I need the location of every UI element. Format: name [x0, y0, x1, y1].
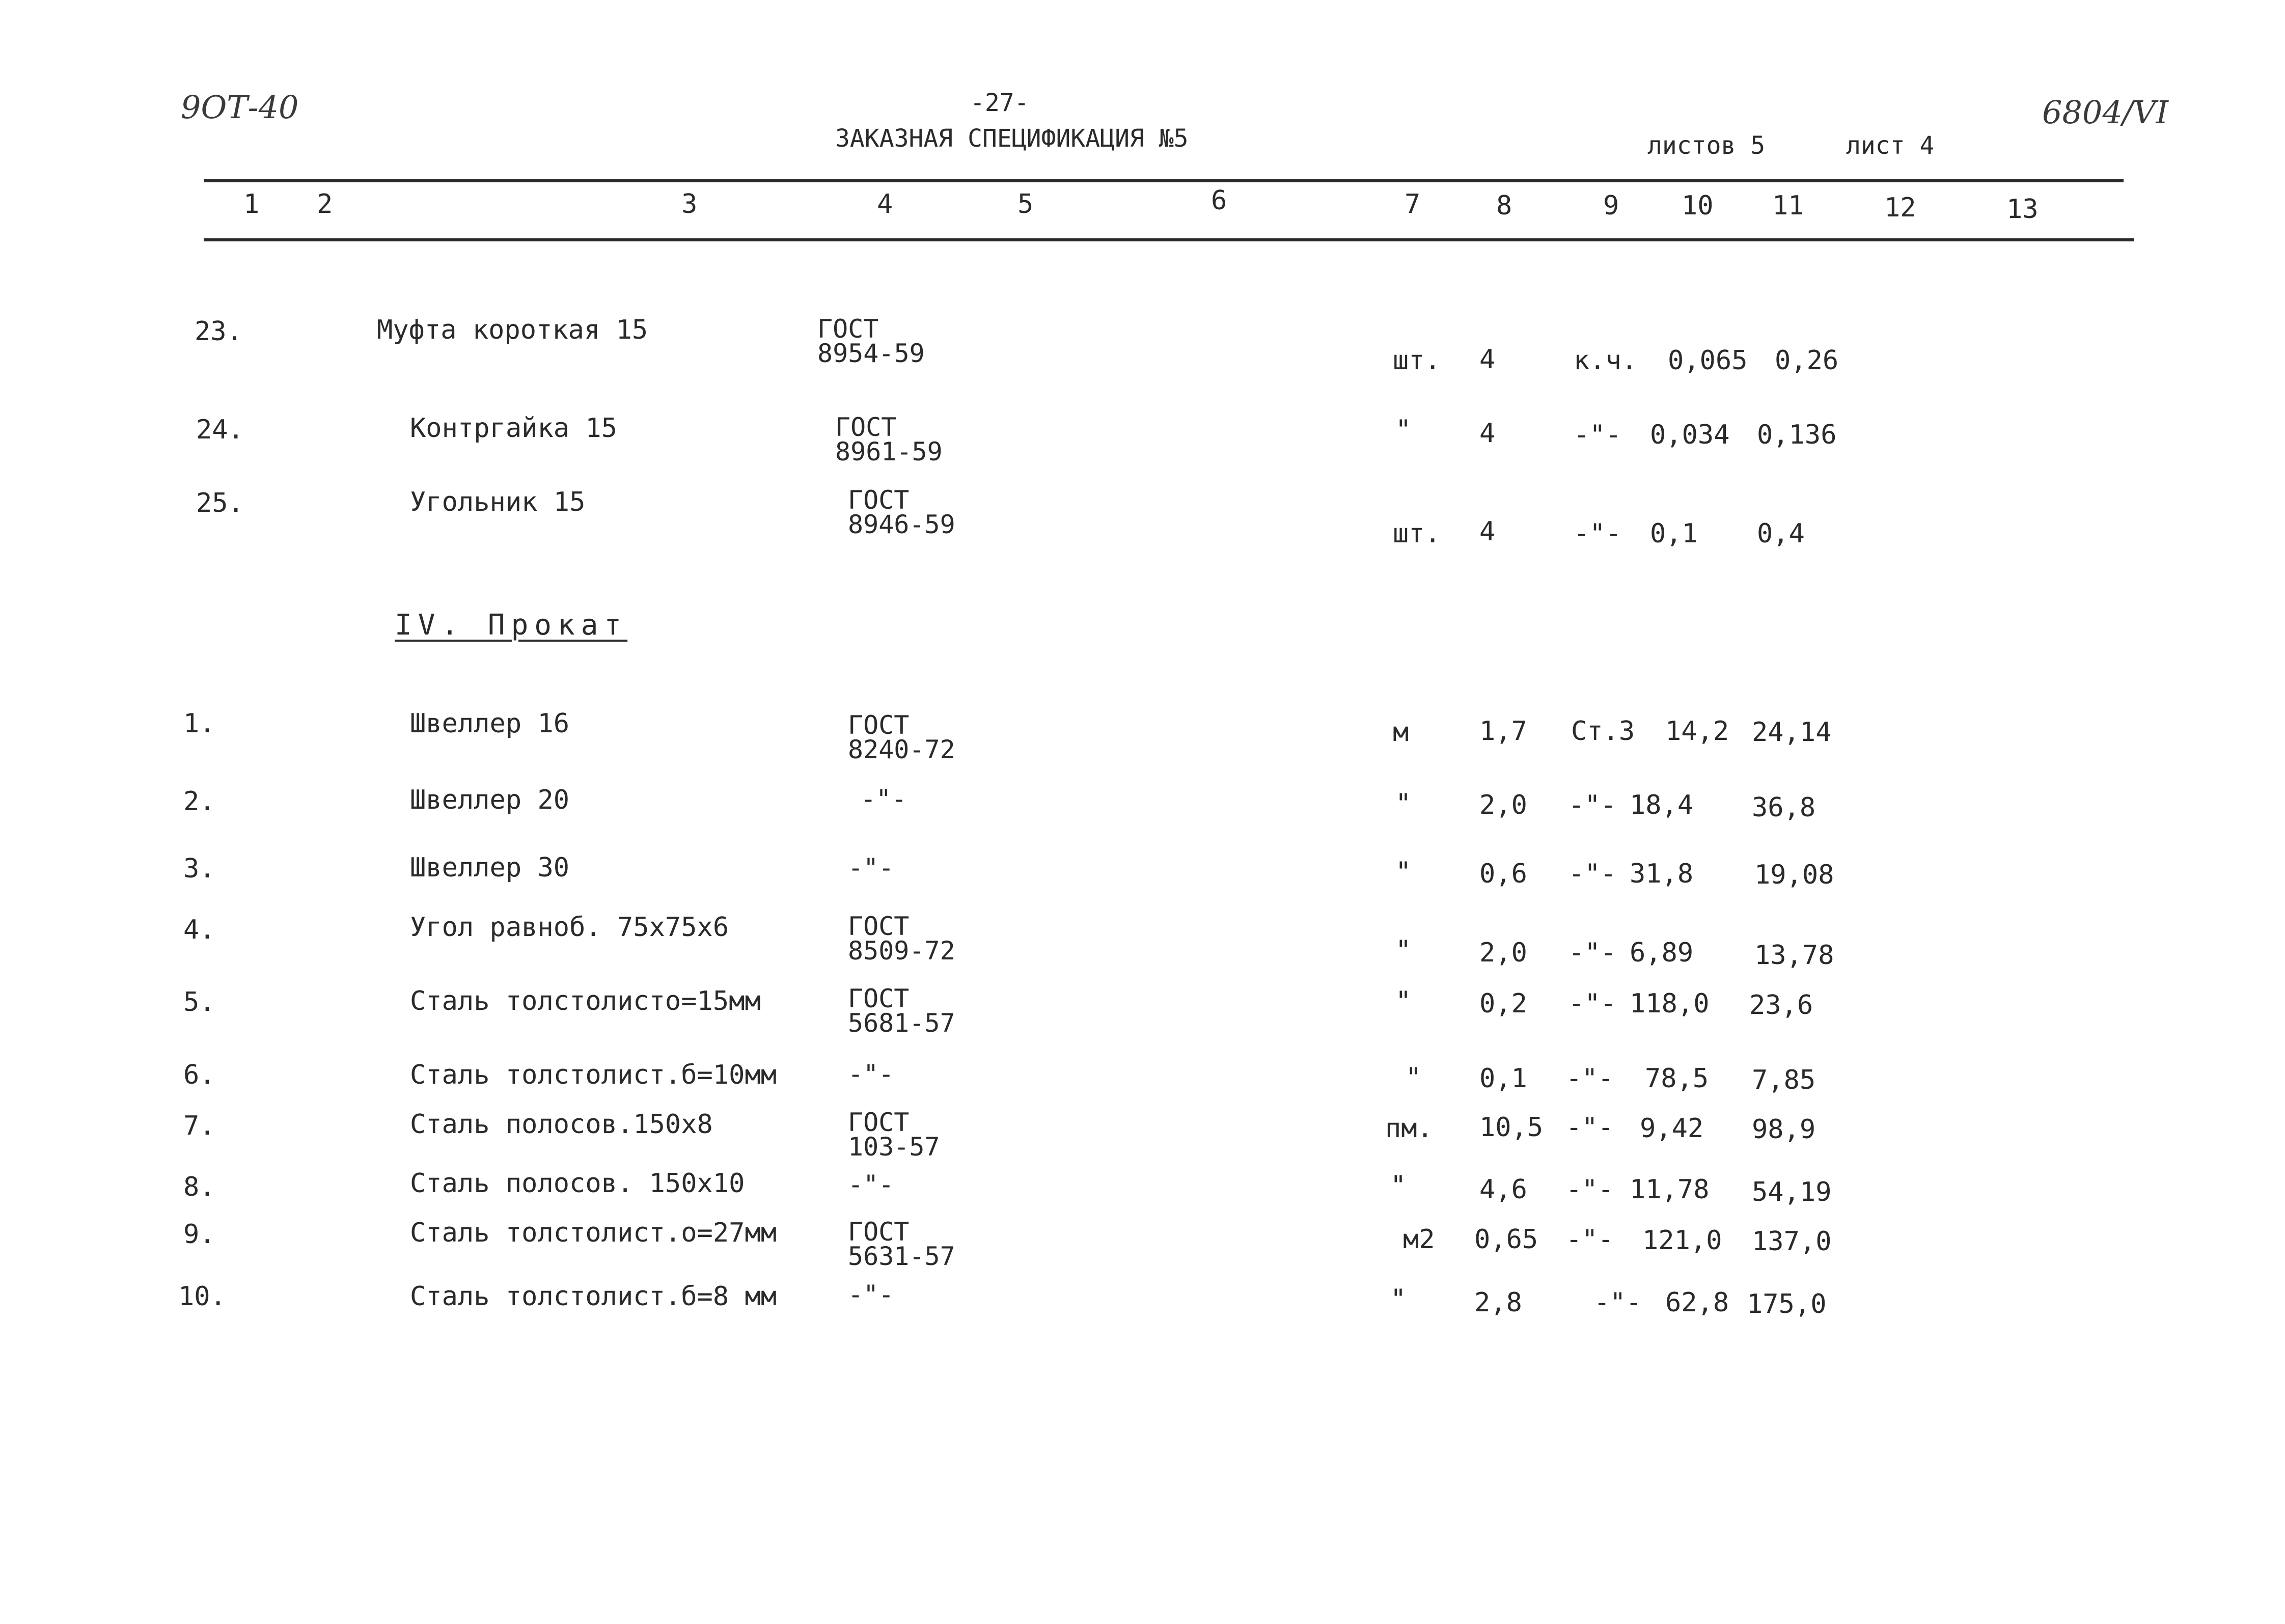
gost-label: ГОСТ: [817, 314, 879, 344]
total-mass: 19,08: [1754, 860, 1834, 890]
gost-label: -"-: [848, 1170, 894, 1199]
material: -"-: [1568, 988, 1616, 1019]
column-number: 11: [1772, 190, 1804, 221]
unit: шт.: [1393, 345, 1441, 376]
gost-number: 5681-57: [848, 1008, 955, 1038]
item-name: Сталь толстолист.б=10мм: [410, 1060, 777, 1090]
gost-label: ГОСТ: [848, 1108, 910, 1137]
gost-label: -"-: [848, 1280, 894, 1309]
unit-mass: 118,0: [1630, 988, 1710, 1019]
gost-number: 5631-57: [848, 1242, 955, 1271]
inventory-mark: 6804/VI: [2042, 94, 2168, 131]
gost-label: ГОСТ: [848, 1217, 910, 1247]
unit-mass: 18,4: [1630, 790, 1694, 820]
item-name: Сталь полосов. 150х10: [410, 1168, 745, 1199]
gost-label: ГОСТ: [848, 984, 910, 1013]
row-number: 6.: [183, 1060, 215, 1090]
item-name: Швеллер 30: [410, 852, 570, 883]
unit-mass: 11,78: [1630, 1174, 1710, 1205]
row-number: 25.: [196, 488, 244, 518]
sheets-total: листов 5: [1647, 131, 1766, 160]
material: -"-: [1566, 1112, 1614, 1143]
unit: ": [1390, 1170, 1407, 1201]
row-number: 3.: [183, 854, 215, 884]
row-number: 7.: [183, 1111, 215, 1141]
quantity: 0,2: [1479, 988, 1527, 1019]
row-number: 5.: [183, 987, 215, 1017]
gost-number: 103-57: [848, 1132, 940, 1162]
column-number: 2: [317, 189, 333, 219]
row-number: 10.: [178, 1281, 226, 1312]
total-mass: 54,19: [1752, 1177, 1832, 1207]
row-number: 24.: [196, 415, 244, 445]
quantity: 1,7: [1479, 716, 1527, 747]
gost-label: ГОСТ: [848, 912, 910, 941]
column-number: 13: [2006, 194, 2039, 225]
material: -"-: [1594, 1287, 1642, 1318]
material: -"-: [1568, 859, 1616, 889]
unit: м2: [1403, 1224, 1435, 1255]
total-mass: 175,0: [1747, 1289, 1827, 1319]
material: к.ч.: [1574, 345, 1638, 376]
column-number: 7: [1405, 189, 1421, 219]
column-number: 12: [1884, 192, 1916, 223]
item-name: Сталь полосов.150х8: [410, 1109, 713, 1140]
unit-mass: 6,89: [1630, 938, 1694, 968]
unit: м: [1393, 717, 1409, 748]
column-number: 1: [243, 189, 260, 219]
item-name: Швеллер 16: [410, 708, 570, 739]
column-number: 5: [1017, 189, 1034, 219]
quantity: 4: [1479, 516, 1496, 547]
item-name: Сталь толстолист.о=27мм: [410, 1218, 777, 1248]
quantity: 4: [1479, 418, 1496, 449]
column-number: 4: [877, 189, 893, 219]
document-title: ЗАКАЗНАЯ СПЕЦИФИКАЦИЯ №5: [835, 124, 1189, 153]
gost-label: ГОСТ: [848, 485, 910, 515]
unit: ": [1395, 788, 1412, 819]
material: Ст.3: [1571, 716, 1635, 747]
row-number: 8.: [183, 1172, 215, 1202]
unit-mass: 14,2: [1665, 716, 1729, 747]
gost-number: 8946-59: [848, 510, 955, 539]
gost-number: 8954-59: [817, 339, 925, 368]
item-name: Сталь толстолист.б=8 мм: [410, 1281, 777, 1312]
total-mass: 7,85: [1752, 1065, 1816, 1095]
column-number: 6: [1211, 185, 1227, 216]
material: -"-: [1568, 938, 1616, 968]
item-name: Угол равноб. 75х75х6: [410, 912, 729, 943]
total-mass: 24,14: [1752, 717, 1832, 748]
material: -"-: [1566, 1224, 1614, 1255]
unit: ": [1406, 1062, 1422, 1093]
material: -"-: [1566, 1174, 1614, 1205]
total-mass: 36,8: [1752, 792, 1816, 823]
quantity: 0,6: [1479, 859, 1527, 889]
gost-label: -"-: [848, 1059, 894, 1089]
row-number: 4.: [183, 915, 215, 945]
material: -"-: [1566, 1063, 1614, 1094]
row-number: 23.: [195, 316, 242, 347]
quantity: 2,0: [1479, 790, 1527, 820]
unit-mass: 31,8: [1630, 859, 1694, 889]
unit-mass: 0,065: [1668, 345, 1748, 376]
gost-label: -"-: [848, 853, 894, 883]
unit-mass: 78,5: [1645, 1063, 1709, 1094]
total-mass: 0,26: [1775, 345, 1839, 376]
column-number: 3: [681, 189, 698, 219]
unit-mass: 62,8: [1665, 1287, 1729, 1318]
item-name: Угольник 15: [410, 487, 586, 517]
item-name: Контргайка 15: [410, 413, 617, 444]
unit: ": [1395, 857, 1412, 887]
quantity: 4: [1479, 344, 1496, 375]
gost-label: -"-: [861, 784, 907, 814]
unit: ": [1395, 986, 1412, 1016]
header-bottom-rule: [204, 238, 2134, 241]
page-number: -27-: [970, 89, 1029, 117]
column-number: 9: [1603, 190, 1619, 221]
unit: ": [1390, 1284, 1407, 1314]
row-number: 9.: [183, 1219, 215, 1250]
unit: шт.: [1393, 518, 1441, 549]
item-name: Сталь толстолисто=15мм: [410, 986, 761, 1016]
quantity: 2,8: [1474, 1287, 1522, 1318]
quantity: 4,6: [1479, 1174, 1527, 1205]
gost-number: 8961-59: [835, 437, 943, 466]
gost-number: 8509-72: [848, 936, 955, 966]
gost-number: 8240-72: [848, 735, 955, 764]
unit-mass: 9,42: [1640, 1113, 1704, 1144]
quantity: 0,1: [1479, 1063, 1527, 1094]
item-name: Швеллер 20: [410, 785, 570, 815]
material: -"-: [1568, 790, 1616, 820]
item-name: Муфта короткая 15: [377, 315, 648, 345]
gost-label: ГОСТ: [848, 710, 910, 740]
section-title: IV. Прокат: [395, 609, 628, 642]
total-mass: 13,78: [1754, 940, 1834, 971]
column-number: 10: [1682, 190, 1714, 221]
material: -"-: [1574, 518, 1621, 549]
row-number: 1.: [183, 708, 215, 739]
row-number: 2.: [183, 786, 215, 817]
unit-mass: 0,1: [1650, 518, 1698, 549]
quantity: 2,0: [1479, 938, 1527, 968]
header-top-rule: [204, 179, 2124, 182]
total-mass: 0,136: [1757, 420, 1837, 450]
unit-mass: 121,0: [1642, 1225, 1722, 1256]
total-mass: 137,0: [1752, 1226, 1832, 1257]
total-mass: 98,9: [1752, 1114, 1816, 1145]
unit: пм.: [1385, 1113, 1433, 1144]
quantity: 10,5: [1479, 1112, 1544, 1143]
total-mass: 0,4: [1757, 518, 1805, 549]
total-mass: 23,6: [1749, 990, 1813, 1021]
material: -"-: [1574, 420, 1621, 450]
column-number: 8: [1496, 190, 1512, 221]
quantity: 0,65: [1474, 1224, 1538, 1255]
unit: ": [1395, 935, 1412, 966]
unit-mass: 0,034: [1650, 420, 1730, 450]
unit: ": [1395, 415, 1412, 445]
document-code: 9ОТ-40: [181, 89, 299, 126]
gost-label: ГОСТ: [835, 412, 897, 442]
sheet-number: лист 4: [1846, 131, 1935, 160]
